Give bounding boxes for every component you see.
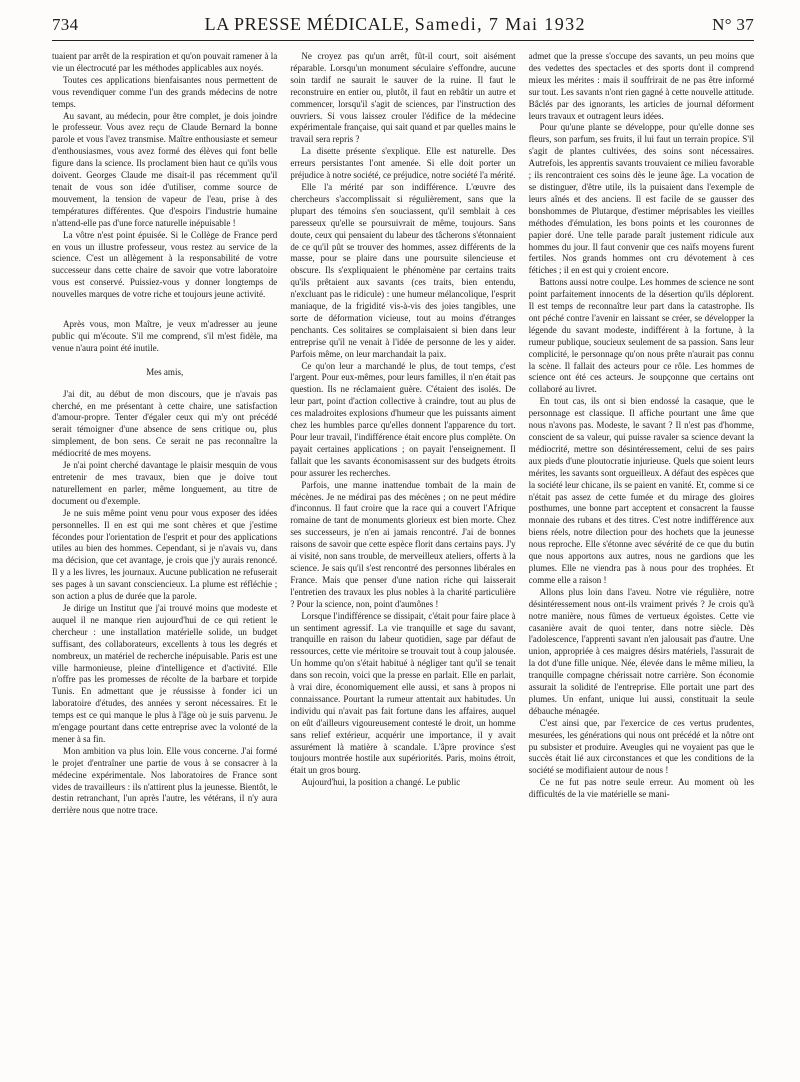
- issue-number: N° 37: [712, 15, 754, 34]
- paragraph: C'est ainsi que, par l'exercice de ces vertus prudentes, mesurées, les générations qui nous ont précédé et la nôtre ont pu subsister et produire. Aveugles qui ne voyaient pas que le succès était lié aux circonstances et que les conditions de la société se modifiaient autour de nous !: [528, 717, 754, 776]
- paragraph: La disette présente s'explique. Elle est naturelle. Des erreurs persistantes l'ont amenée. Si elle doit porter un préjudice à notre société, ce préjudice, notre société l'a mérité.: [290, 146, 516, 181]
- paragraph: Pour qu'une plante se développe, pour qu'elle donne ses fleurs, son parfum, ses fruits, il lui faut un terrain propice. S'il s'agit de plantes cultivées, des soins sont nécessaires. Autrefois, les apprentis savants trouvaient ce milieu favorable ; ils rencontraient ces soins dès le jeune âge. La vocation de se distinguer, d'être utile, ils la puisaient dans l'exemple de leurs aînés et des anciens. Il est facile de se gausser des bonshommes de Plutarque, d'estimer méprisables les vieilles méthodes d'émulation, les bons points et les couronnes de papier doré. Une telle parade paraît justement ridicule aux hommes du jour. Il faut convenir que ces naïfs moyens furent fertiles. Nos grands hommes ont cru dévotement à ces fétiches ; il en est qui y croient encore.: [528, 122, 754, 276]
- page-number: 734: [52, 15, 79, 34]
- column-1: [52, 51, 277, 817]
- paragraph: Je n'ai point cherché davantage le plaisir mesquin de vous entretenir de mes travaux, bien que je doive tout naturellement en parler, même longuement, au titre de document ou d'exemple.: [52, 460, 278, 506]
- paragraph: Ne croyez pas qu'un arrêt, fût-il court, soit aisément réparable. Lorsqu'un monument séculaire s'effondre, aucune soin tardif ne saurait le sauver de la ruine. Il faut le reconstruire en entier ou, plutôt, il faut en rebâtir un autre et commencer, lorsqu'il s'agit de sciences, par l'instruction des ouvriers. Si vous laissez crouler l'édifice de la médecine expérimentale française, qui sait quand et par quelles mains le travail sera repris ?: [290, 51, 516, 145]
- paragraph: Parfois, une manne inattendue tombait de la main de mécènes. Je ne médirai pas des mécènes ; on ne peut médire d'inconnus. Il faut croire que la race qui a couvert l'Afrique romaine de tant de monuments glorieux est bien morte. Chez ses successeurs, je n'en ai jamais rencontré. J'ai de bonnes raisons de savoir que cette espèce florit dans certains pays. J'y ai visité, non sans trouble, de merveilleux ateliers, offerts à la science. Je sais qu'il s'est rencontré des personnes libérales en France. Mais que penser d'une nation riche qui laisserait l'entretien des travaux les plus nobles à la charité particulière ? Pour la science, non, point d'aumônes !: [290, 479, 516, 609]
- article-columns: [52, 51, 754, 817]
- paragraph: Je dirige un Institut que j'ai trouvé moins que modeste et auquel il ne manque rien aujourd'hui de ce qui retient le chercheur : une installation matérielle solide, un budget suffisant, des collaborateurs, excellents à tous les degrés et nombreux, un matériel de recherche inépuisable. Paris est une ville harmonieuse, pleine d'intelligence et d'activité. Elle n'offre pas les promesses de récolte de la barbare et torpide Tunis. En admettant que je réussisse à fonder ici un laboratoire d'études, des années y seront nécessaires. Et le temps est ce qui manque le plus à l'âge où je suis parvenu. Je m'engage pourtant dans cette entreprise avec la volonté de la mener à sa fin.: [52, 602, 278, 744]
- paragraph: Battons aussi notre coulpe. Les hommes de science ne sont point parfaitement innocents de la désertion qu'ils déplorent. Il est temps de reconnaître leur part dans la catastrophe. Ils ont péché contre l'avenir en laissant se créer, se développer la légende du savant modeste, indifférent à la fortune, à la rumeur publique, soucieux seulement de sa passion. Sans leur complicité, le personnage qu'on nous prête n'aurait pas connu la scène. Il fallait des acteurs pour ce rôle. Les hommes de science ont été ces acteurs. Je soupçonne que certains ont collaboré au livret.: [528, 277, 754, 395]
- paragraph: En tout cas, ils ont si bien endossé la casaque, que le personnage est classique. Il affiche pourtant une âme que nous n'avons pas. Modeste, le savant ? Il n'est pas d'homme, conscient de sa valeur, qui puisse ravaler sa science devant la médiocrité, mettre son désintéressement, celui de ses pairs aux pieds d'une ploutocratie injurieuse. Quels que soient leurs mérites, les savants sont orgueilleux. A défaut des espèces que la société leur chicane, ils se paient en vanité. Et, comme si ce n'était pas assez de cette fumée et du mirage des gloires posthumes, une bonne part acceptent et consacrent la fausse monnaie des rubans et des titres. C'est notre indifférence aux biens réels, notre dilection pour des hochets que la jeunesse nous reproche. Elle s'étonne avec sévérité de ce que du butin que nous apportons aux autres, nous ne gardions que les plumes. Elle ne viendra pas à nous pour des trophées. Et comme elle a raison !: [528, 396, 754, 585]
- issue-date: Samedi, 7 Mai 1932: [414, 14, 586, 34]
- paragraph: Mon ambition va plus loin. Elle vous concerne. J'ai formé le projet d'entraîner une partie de vous à se consacrer à la médecine expérimentale. Nos laboratoires de France sont vides de travailleurs : ils n'attirent plus la jeunesse. Bientôt, le destin retranchant, l'un après l'autre, les vétérans, il n'y aura derrière nous que notre trace.: [52, 745, 278, 816]
- journal-name: LA PRESSE MÉDICALE,: [204, 14, 410, 34]
- paragraph: Allons plus loin dans l'aveu. Notre vie régulière, notre désintéressement nous ont-ils vraiment privés ? Je crois qu'à notre manière, nous fûmes de vertueux égoïstes. Cette vie casanière avait de quoi tenter, dans notre siècle. Dès l'adolescence, l'apprenti savant n'en jalousait pas d'autre. Une union, appropriée à ces maigres désirs matériels, l'assurait de la dot d'une fille unique. Née, élevée dans le même milieu, la tranquille compagne chérissait notre carrière. Son économie assurait la solidité de l'entreprise. Elle portait une part des plumes. Un enfant, unique lui aussi, constituait la seule débauche ménagée.: [528, 586, 754, 716]
- column-3: [529, 51, 754, 817]
- page-header: [52, 14, 754, 41]
- paragraph: tuaient par arrêt de la respiration et qu'on pouvait ramener à la vie un électrocuté par les méthodes applicables aux noyés.: [52, 51, 278, 73]
- salutation: Mes amis,: [146, 366, 184, 377]
- paragraph: La vôtre n'est point épuisée. Si le Collège de France perd en vous un illustre professeur, vous restez au service de la science. C'est un allègement à la responsabilité de votre successeur dans cette chaire de savoir que votre laboratoire vous est conservé. Puissiez-vous y donner longtemps de nouvelles marques de votre riche et toujours jeune activité.: [52, 229, 278, 300]
- paragraph: Lorsque l'indifférence se dissipait, c'était pour faire place à un sentiment agressif. La vie tranquille et sage du savant, tranquille en raison du labeur quotidien, sage par défaut de ressources, cette vie méritoire se trouvait tout à coup jalousée. Un homme qu'on s'était habitué à négliger tant qu'il se tenait dans son recoin, voici que la presse en parlait. Elle en parlait, à vrai dire, économiquement elle aussi, et sans à propos ni connaissance. Pourtant la rumeur attentait aux habitudes. Un individu qui n'avait pas fait fortune dans les affaires, auquel on eût d'ailleurs vigoureusement contesté le droit, un homme sans relief extérieur, acquérir une importance, il y avait assurément là matière à scandale. L'âpre province s'est toujours montrée hostile aux supériorités. Paris, moins étroit, était un gros bourg.: [290, 610, 516, 776]
- paragraph: Ce qu'on leur a marchandé le plus, de tout temps, c'est l'argent. Pour eux-mêmes, pour leurs familles, il n'en était pas question. Ils ne réclamaient guère. C'étaient des isolés. De leur part, point d'action collective à craindre, tout au plus de ces maladroites explosions d'humeur que les puissants aiment chez les humbles parce qu'elles donnent l'apparence du tort. Pour leur travail, l'indifférence était encore plus complète. On payait certaines applications ; on payait l'enseignement. Il fallait que les savants économisassent sur des budgets étroits pour assurer les recherches.: [290, 360, 516, 478]
- paragraph: Aujourd'hui, la position a changé. Le public: [301, 777, 461, 788]
- paragraph: Au savant, au médecin, pour être complet, je dois joindre le professeur. Vous avez reçu de Claude Bernard la bonne parole et vous l'avez transmise. Maître enthousiaste et semeur d'enthousiasmes, vous avez formé des élèves qui font belle figure dans la science. Ils proclament bien haut ce qu'ils vous doivent. Georges Claude me disait-il pas récemment qu'il tenait de vous son idée d'utiliser, comme source de mouvement, la tension de vapeur de l'eau, prise à des températures différentes. Que d'espoirs l'industrie humaine n'attend-elle pas d'une force naturelle inépuisable !: [52, 110, 278, 228]
- paragraph: Je ne suis même point venu pour vous exposer des idées personnelles. Il en est qui me sont chères et que j'estime fécondes pour l'orientation de l'esprit et pour des applications utiles au bien des hommes. Cependant, si je n'avais vu, dans ma décision, que cet avantage, je crois que j'y aurais renoncé. Il y a les livres, les journaux. Aucune publication ne refuserait ses pages à un savant consciencieux. La plume est réfléchie ; son action a plus de durée que la parole.: [52, 507, 278, 602]
- paragraph: Toutes ces applications bienfaisantes nous permettent de vous revendiquer comme l'un des grands médecins de notre temps.: [52, 74, 278, 109]
- paragraph: Elle l'a mérité par son indifférence. L'œuvre des chercheurs s'accomplissait si régulièrement, sans que la plupart des témoins s'en souciassent, qu'il semblait à ces paresseux qu'elle se poursuivrait de même, toujours. Sans doute, ceux qui pensaient du labeur des tâcherons s'étonnaient de ce qu'il pût se trouver des hommes, assez différents de la masse, pour se plaire dans une poursuite silencieuse et obscure. Ils s'expliquaient le phénomène par certains traits qu'ils prêtaient aux savants (ces traits, bien entendu, n'excluant pas le ridicule) : une humeur mélancolique, l'esprit maniaque, de la frigidité vis-à-vis des joies tangibles, une sorte de déformation vicieuse, tout au moins d'étranges penchants. Ces solitaires se complaisaient si bien dans leur entreprise qu'il ne venait à l'idée de personne de les y aider. Parfois même, on leur marchandait la paix.: [290, 181, 516, 359]
- paragraph: Ce ne fut pas notre seule erreur. Au moment où les difficultés de la vie matérielle se mani-: [528, 777, 754, 800]
- paragraph: Après vous, mon Maître, je veux m'adresser au jeune public qui m'écoute. S'il me comprend, s'il m'est fidèle, ma venue n'aura point été inutile.: [52, 319, 278, 353]
- paragraph: J'ai dit, au début de mon discours, que je n'avais pas cherché, en me présentant à cette chaire, une satisfaction d'amour-propre. Tenter d'égaler ceux qui m'y ont précédé serait témoigner d'une absence de sens critique ou, plus simplement, de bon sens. Ce serait ne pas reconnaître la médiocrité de mes moyens.: [52, 388, 278, 459]
- column-2: [290, 51, 515, 817]
- paragraph: admet que la presse s'occupe des savants, un peu moins que des vedettes des spectacles et des sports dont il comprend mieux les mérites : mais il souffrirait de ne pas être informé sur tout. Les savants n'ont rien gagné à cette nouvelle attitude. Bâclés par des ignorants, les articles de journal déforment leurs travaux et outragent leurs idées.: [528, 51, 754, 121]
- journal-title-line: [78, 14, 712, 35]
